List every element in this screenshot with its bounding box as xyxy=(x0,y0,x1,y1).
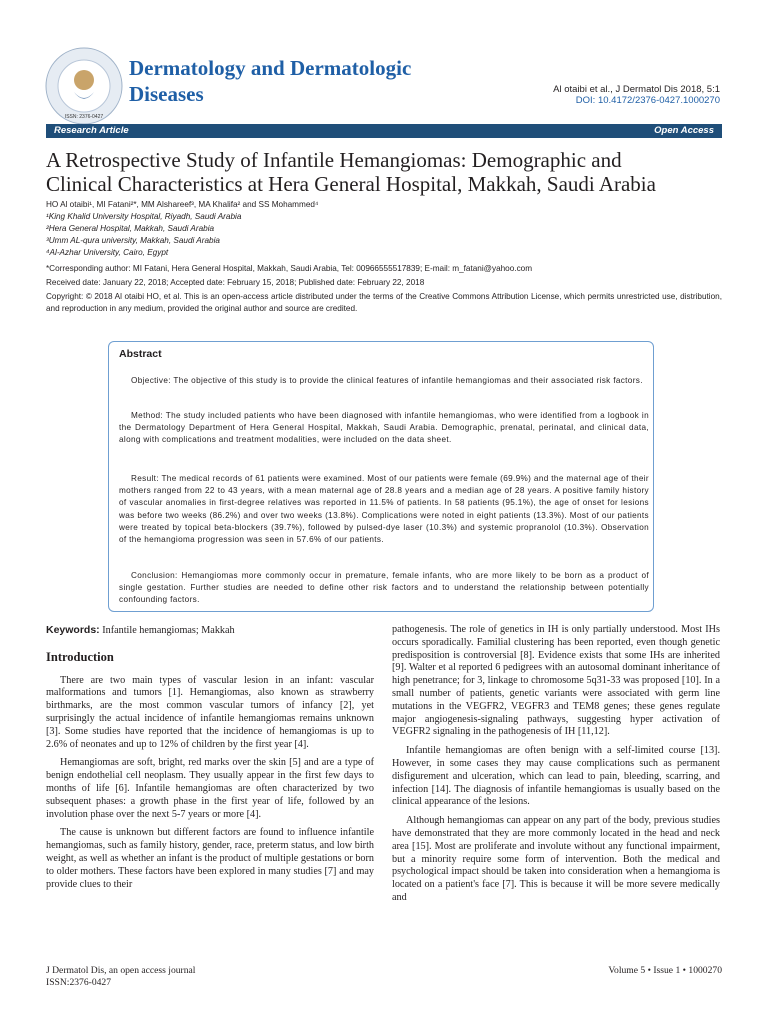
abstract-conclusion: Conclusion: Hemangiomas more commonly occur in premature, female infants, who are more likely to be born as a product of single gestation. Further studies are needed to define other risk factors and to understand the relationship between potentially confounding factors. xyxy=(119,571,649,605)
copyright: Copyright: © 2018 Al otaibi HO, et al. This is an open-access article distributed under the terms of the Creative Commons Attribution License, which permits unrestricted use, distribution, and reproduction in any medium, provided the original author and source are credited. xyxy=(46,292,722,313)
abstract-box xyxy=(108,341,654,612)
doi-link[interactable]: DOI: 10.4172/2376-0427.1000270 xyxy=(575,95,720,106)
affiliation-1: ¹King Khalid University Hospital, Riyadh, Saudi Arabia xyxy=(46,212,242,221)
article-title-line1: A Retrospective Study of Infantile Hemangiomas: Demographic and xyxy=(46,148,622,172)
article-dates: Received date: January 22, 2018; Accepted date: February 15, 2018; Published date: February 22, 2018 xyxy=(46,278,425,287)
abstract-heading: Abstract xyxy=(119,348,162,360)
paragraph: Infantile hemangiomas are often benign with a self-limited course [13]. However, in some cases they may cause complications such as permanent disfigurement and ulceration, which can lead to pain, bleeding, scarring, and infection [14]. The diagnosis of infantile hemangiomas is usually based on the clinical appearance of the lesions. xyxy=(392,745,720,808)
keywords-text: Infantile hemangiomas; Makkah xyxy=(102,625,235,636)
journal-title-line1: Dermatology and Dermatologic xyxy=(129,56,412,80)
corresponding-author: *Corresponding author: MI Fatani, Hera General Hospital, Makkah, Saudi Arabia, Tel: 00966555517839; E-mail: m_fatani@yahoo.com xyxy=(46,264,533,273)
abstract-result: Result: The medical records of 61 patients were examined. Most of our patients were female (69.9%) and the maternal age of their mothers ranged from 22 to 43 years, with a mean maternal age of 28.8 years and a median age of 28 years. A positive family history of vascular anomalies in first-degree relatives was reported in 11.5% of patients. In 58 patients (95.1%), the age of onset for lesions was before two weeks (86.2%) and over two weeks (13.8%). Complications were noted in eight patients (13.3%). Most of our patients were treated by topical beta-blockers (39.7%), followed by pulsed-dye laser (10.3%) and systemic propranolol (10.3%). Observation of the hemangioma progression was seen in 57.6% of our patients. xyxy=(119,474,649,545)
body-left-column xyxy=(46,624,374,897)
footer-journal: J Dermatol Dis, an open access journal xyxy=(46,965,196,976)
page-footer xyxy=(46,965,722,995)
affiliation-2: ²Hera General Hospital, Makkah, Saudi Arabia xyxy=(46,224,215,233)
author-block xyxy=(46,199,722,315)
keywords-label: Keywords: xyxy=(46,624,100,636)
logo-issn: ISSN: 2376-0427 xyxy=(64,114,104,120)
journal-title xyxy=(129,55,411,107)
abstract-objective: Objective: The objective of this study is to provide the clinical features of infantile hemangiomas and their associated risk factors. xyxy=(131,376,643,385)
paragraph: Hemangiomas are soft, bright, red marks over the skin [5] and are a type of benign endothelial cell neoplasm. They usually appear in the first few days to months of life [6]. Infantile hemangiomas are often characterized by two subsequent phases: a growth phase in the first year of life, followed by an involution phase over the next 5-7 years or more [4]. xyxy=(46,757,374,820)
citation: Al otaibi et al., J Dermatol Dis 2018, 5:1 xyxy=(553,84,720,95)
keywords xyxy=(46,624,374,638)
paragraph: The cause is unknown but different factors are found to influence infantile hemangiomas, such as family history, gender, race, preterm status, and low birth weight, as well as whether an infant is the product of multiple gestations or born to older mothers. These factors have been explored in many studies [7] and may provide clues to their xyxy=(46,827,374,890)
paragraph: There are two main types of vascular lesion in an infant: vascular malformations and tumors [1]. Hemangiomas, also known as strawberry birthmarks, are the most common vascular tumors of infancy [2], yet surprisingly the actual incidence of infantile hemangiomas remains unknown [3]. Some studies have reported that the incidence of hemangiomas is up to 2.6% of neonates and up to 12% of children by the first year [4]. xyxy=(46,674,374,750)
body-right-column xyxy=(392,624,720,911)
footer-issn: ISSN:2376-0427 xyxy=(46,977,112,989)
citation-block xyxy=(553,84,720,106)
footer-volume: Volume 5 • Issue 1 • 1000270 xyxy=(608,965,722,976)
paragraph: Although hemangiomas can appear on any part of the body, previous studies have demonstrated that they are more commonly located in the head and neck area [15]. Most are proliferate and involute without any functional impairment, but a minority require some form of intervention. Both the medical and psychological impact should be taken into consideration when a hemangioma is located on a patient's face [7]. This is because it will be more severe medically and xyxy=(392,815,720,903)
paragraph: pathogenesis. The role of genetics in IH is only partially understood. Most IHs occurs sporadically. Familial clustering has been reported, even though genetic predisposition is controversial [8]. Evidence exists that some IHs are inherited [9]. Walter et al reported 6 pedigrees with an autosomal dominant inheritance of high penetrance; for 3, linkage to chromosome 5q31-33 was proposed [10]. In a small number of patients, genetic variants were associated with germ line mutations in the VEGFR2, VEGFR3 and TEM8 genes; these genes regulate major angiogenesis-signaling pathways, suggesting hyper activation of VEGFR2 signaling in the pathogenesis of IH [11,12]. xyxy=(392,624,720,738)
article-type-band xyxy=(46,124,722,138)
journal-title-line2: Diseases xyxy=(129,82,204,106)
open-access-label: Open Access xyxy=(654,125,714,136)
affiliation-4: ⁴Al-Azhar University, Cairo, Egypt xyxy=(46,248,169,257)
affiliation-3: ³Umm AL-qura university, Makkah, Saudi Arabia xyxy=(46,236,220,245)
section-heading-introduction: Introduction xyxy=(46,649,114,664)
authors: HO Al otaibi¹, MI Fatani²*, MM Alshareef³, MA Khalifa² and SS Mohammed⁴ xyxy=(46,200,319,209)
article-title-line2: Clinical Characteristics at Hera General Hospital, Makkah, Saudi Arabia xyxy=(46,172,656,196)
article-title xyxy=(46,148,722,196)
abstract-method: Method: The study included patients who have been diagnosed with infantile hemangiomas, who were identified from a logbook in the Dermatology Department of Hera General Hospital, Makkah, Saudi Arabia. Demographic, prenatal, perinatal, and clinical data, along with complications and treatment modalities, were included on the data sheet. xyxy=(119,411,649,445)
journal-logo xyxy=(44,46,124,126)
article-type: Research Article xyxy=(54,125,129,136)
